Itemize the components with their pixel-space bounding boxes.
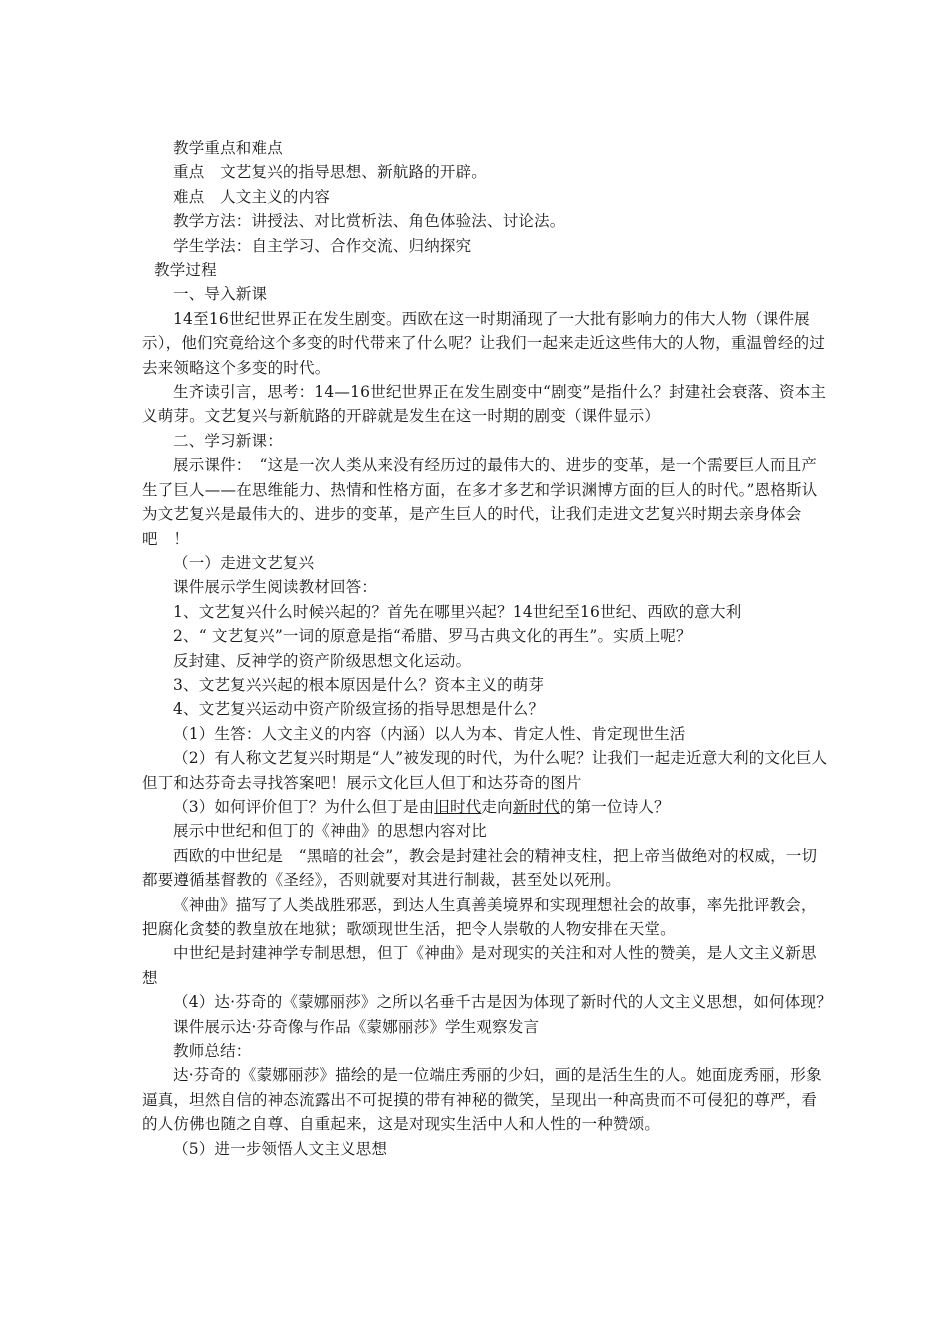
divine-comedy-paragraph: 《神曲》描写了人类战胜邪恶，到达人生真善美境界和实现理想社会的故事，率先批评教会，把腐化贪婪的教皇放在地狱；歌颂现世生活，把令人崇敬的人物安排在天堂。: [142, 895, 817, 938]
answer-4-1: （1）生答：人文主义的内容（内涵）以人为本、肯定人性、肯定现世生活: [173, 724, 686, 743]
question-4: 4、文艺复兴运动中资产阶级宣扬的指导思想是什么？: [173, 700, 545, 719]
mona-lisa-paragraph: 达·芬奇的《蒙娜丽莎》描绘的是一位端庄秀丽的少妇，画的是活生生的人。她面庞秀丽，形象逼真，坦然自信的神态流露出不可捉摸的带有神秘的微笑，呈现出一种高贵而不可侵犯的尊严，看的人仿佛也随之自尊、自重起来，这是对现实生活中人和人性的一种赞颂。: [142, 1066, 822, 1134]
teacher-summary-heading: 教师总结：: [173, 1042, 252, 1061]
heading-teaching-process: 教学过程: [154, 261, 217, 280]
new-era-underlined: 新时代: [512, 797, 560, 816]
intro-paragraph: 14至16世纪世界正在发生剧变。西欧在这一时期涌现了一大批有影响力的伟大人物（课件展示），他们究竟给这个多变的时代带来了什么呢？让我们一起来走近这些伟大的人物，重温曾经的过去来领略这个多变的时代。: [142, 309, 826, 377]
reading-prompt: 课件展示学生阅读教材回答：: [173, 578, 378, 597]
point-4-3-part-a: （3）如何评价但丁？为什么但丁是由: [173, 797, 435, 816]
point-4-4: （4）达·芬奇的《蒙娜丽莎》之所以名垂千古是因为体现了新时代的人文主义思想，如何体现？: [173, 993, 832, 1012]
section-intro-heading: 一、导入新课: [173, 285, 268, 304]
point-4-3-part-b: 走向: [481, 797, 513, 816]
comparison-prompt: 展示中世纪和但丁的《神曲》的思想内容对比: [173, 822, 488, 841]
old-era-underlined: 旧时代: [434, 797, 482, 816]
teaching-methods-line: 教学方法：讲授法、对比赏析法、角色体验法、讨论法。: [173, 212, 566, 231]
question-1: 1、文艺复兴什么时候兴起的？首先在哪里兴起？14世纪至16世纪、西欧的意大利: [173, 602, 742, 621]
answer-2: 反封建、反神学的资产阶级思想文化运动。: [173, 651, 472, 670]
comparison-summary: 中世纪是封建神学专制思想，但丁《神曲》是对现实的关注和对人性的赞美，是人文主义新思想: [142, 944, 817, 987]
reading-paragraph: 生齐读引言，思考：14—16世纪世界正在发生剧变中“剧变”是指什么？封建社会衰落、资本主义萌芽。文艺复兴与新航路的开辟就是发生在这一时期的剧变（课件显示）: [142, 383, 827, 426]
courseware-davinci-line: 课件展示达·芬奇像与作品《蒙娜丽莎》学生观察发言: [173, 1017, 540, 1036]
key-point-line: 重点 文艺复兴的指导思想、新航路的开辟。: [173, 163, 488, 182]
point-4-2: （2）有人称文艺复兴时期是“人”被发现的时代，为什么呢？让我们一起走近意大利的文化巨人但丁和达芬奇去寻找答案吧！展示文化巨人但丁和达芬奇的图片: [142, 749, 828, 792]
document-page: [142, 136, 832, 1161]
subsection-renaissance-heading: （一）走进文艺复兴: [173, 553, 315, 572]
section-new-lesson-heading: 二、学习新课：: [173, 431, 283, 450]
difficult-point-line: 难点 人文主义的内容: [173, 187, 331, 206]
learning-methods-line: 学生学法：自主学习、合作交流、归纳探究: [173, 236, 472, 255]
engels-quote-paragraph: 展示课件： “这是一次人类从来没有经历过的最伟大的、进步的变革，是一个需要巨人而且产生了巨人——在思维能力、热情和性格方面，在多才多艺和学识渊博方面的巨人的时代。”恩格斯认为文艺复兴是最伟大的、进步的变革，是产生巨人的时代，让我们走进文艺复兴时期去亲身体会吧 ！: [142, 456, 818, 548]
question-3: 3、文艺复兴兴起的根本原因是什么？资本主义的萌芽: [173, 675, 545, 694]
point-4-5: （5）进一步领悟人文主义思想: [173, 1139, 388, 1158]
heading-key-points: 教学重点和难点: [173, 139, 283, 157]
question-2: 2、“ 文艺复兴”一词的原意是指“希腊、罗马古典文化的再生”。实质上呢？: [173, 627, 692, 646]
point-4-3: [142, 795, 832, 819]
point-4-3-part-c: 的第一位诗人？: [559, 797, 670, 816]
middle-ages-paragraph: 西欧的中世纪是 “黑暗的社会”，教会是封建社会的精神支柱，把上帝当做绝对的权威，一切都要遵循基督教的《圣经》，否则就要对其进行制裁，甚至处以死刑。: [142, 846, 818, 890]
